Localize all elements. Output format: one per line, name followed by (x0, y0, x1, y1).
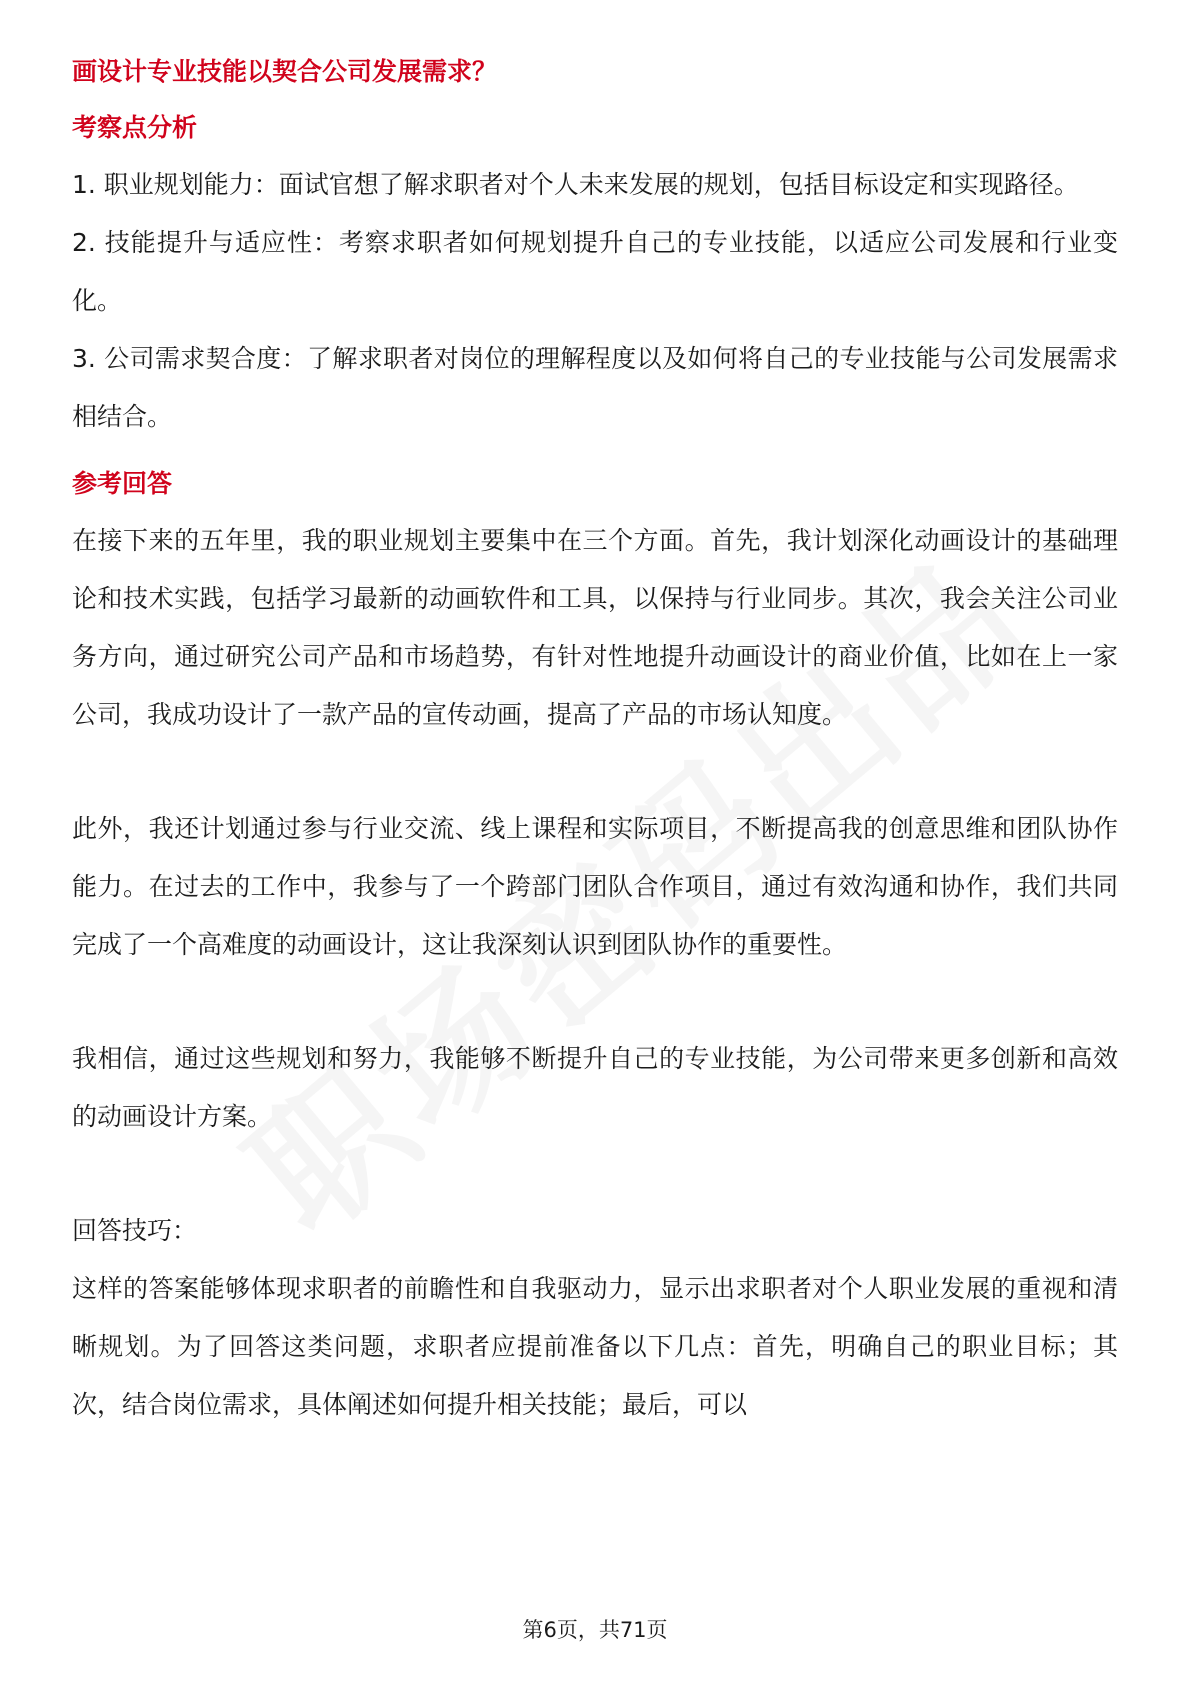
page-number: 第6页，共71页 (522, 1618, 668, 1642)
reference-paragraph-1: 在接下来的五年里，我的职业规划主要集中在三个方面。首先，我计划深化动画设计的基础理论和技术实践，包括学习最新的动画软件和工具，以保持与行业同步。其次，我会关注公司业务方向，通过研究公司产品和市场趋势，有针对性地提升动画设计的商业价值，比如在上一家公司，我成功设计了一款产品的宣传动画，提高了产品的市场认知度。 (72, 526, 1118, 729)
tips-text: 这样的答案能够体现求职者的前瞻性和自我驱动力，显示出求职者对个人职业发展的重视和清晰规划。为了回答这类问题，求职者应提前准备以下几点：首先，明确自己的职业目标；其次，结合岗位需求，具体阐述如何提升相关技能；最后，可以 (72, 1274, 1118, 1419)
analysis-point-3: 3. 公司需求契合度：了解求职者对岗位的理解程度以及如何将自己的专业技能与公司发展需求相结合。 (72, 344, 1118, 431)
reference-paragraph-3: 我相信，通过这些规划和努力，我能够不断提升自己的专业技能，为公司带来更多创新和高效的动画设计方案。 (72, 1044, 1118, 1131)
analysis-title: 考察点分析 (72, 113, 198, 142)
reference-title: 参考回答 (72, 469, 173, 498)
tips-title: 回答技巧： (72, 1216, 198, 1245)
page-content (72, 44, 1118, 1434)
reference-paragraph-2: 此外，我还计划通过参与行业交流、线上课程和实际项目，不断提高我的创意思维和团队协作能力。在过去的工作中，我参与了一个跨部门团队合作项目，通过有效沟通和协作，我们共同完成了一个高难度的动画设计，这让我深刻认识到团队协作的重要性。 (72, 814, 1118, 959)
question-text: 画设计专业技能以契合公司发展需求？ (72, 57, 498, 86)
analysis-point-1: 1. 职业规划能力：面试官想了解求职者对个人未来发展的规划，包括目标设定和实现路径。 (72, 170, 1079, 199)
analysis-point-2: 2. 技能提升与适应性：考察求职者如何规划提升自己的专业技能，以适应公司发展和行业变化。 (72, 228, 1118, 315)
